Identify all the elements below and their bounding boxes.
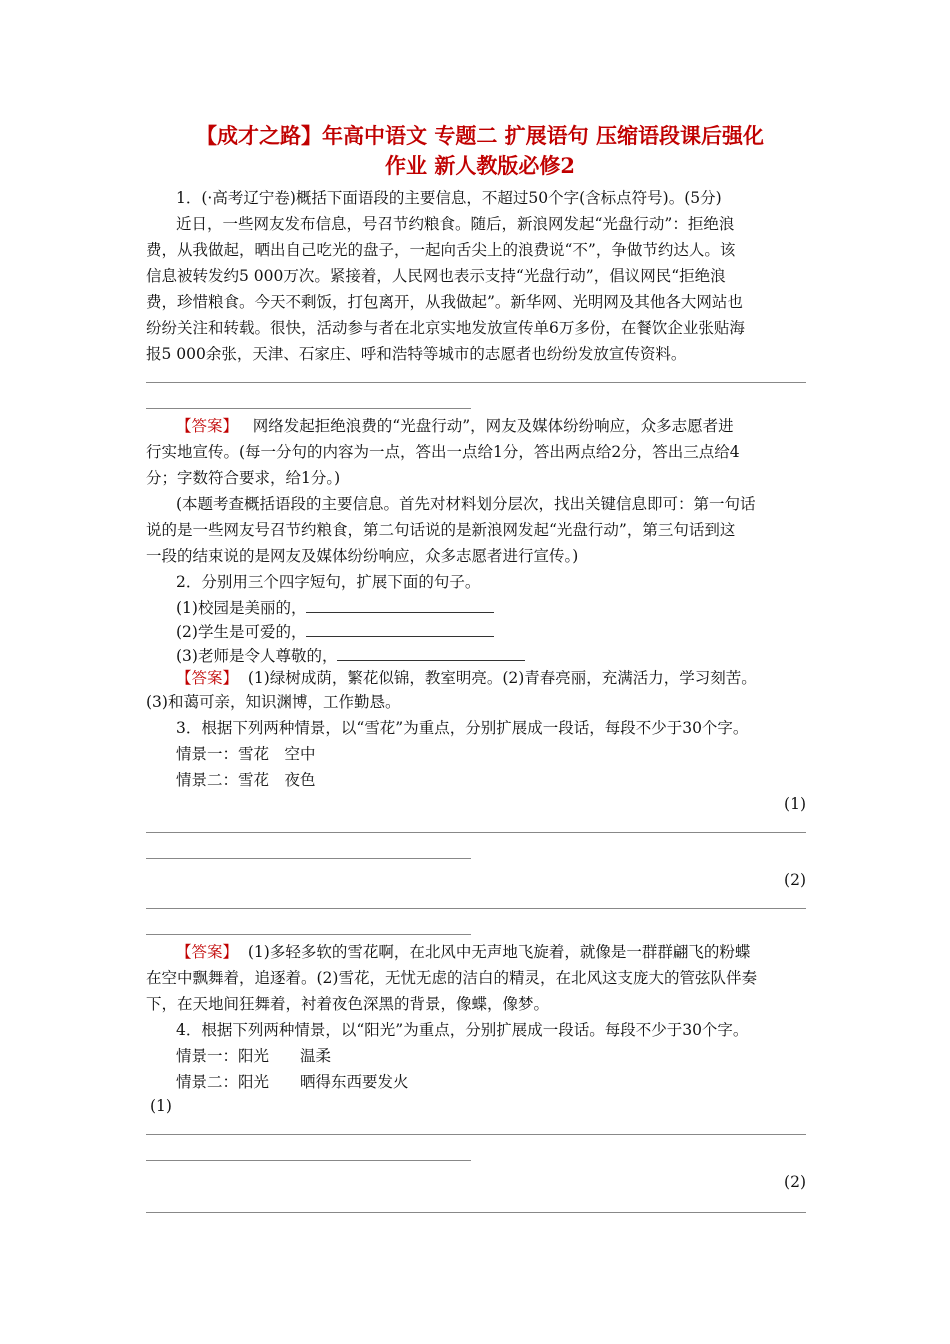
answer-rule bbox=[146, 1212, 806, 1213]
q1-explanation-line: (本题考查概括语段的主要信息。首先对材料划分层次，找出关键信息即可：第一句话 bbox=[176, 495, 756, 513]
q3-answer-line bbox=[176, 940, 806, 964]
q3-answer-line: 在空中飘舞着，追逐着。(2)雪花，无忧无虑的洁白的精灵，在北风这支庞大的管弦队伴奏 bbox=[146, 969, 757, 987]
answer-rule bbox=[146, 934, 471, 935]
q1-passage-line: 近日，一些网友发布信息，号召节约粮食。随后，新浪网发起“光盘行动”：拒绝浪 bbox=[176, 215, 735, 233]
q2-item bbox=[176, 596, 806, 620]
q1-answer-line: 行实地宣传。(每一分句的内容为一点，答出一点给1分，答出两点给2分，答出三点给4 bbox=[146, 443, 740, 461]
q1-passage-line: 纷纷关注和转载。很快，活动参与者在北京实地发放宣传单6万多份，在餐饮企业张贴海 bbox=[146, 319, 745, 337]
q2-item-text: (1)校园是美丽的， bbox=[176, 599, 307, 617]
q3-mark-1: (1) bbox=[784, 795, 806, 813]
q2-prompt: 2．分别用三个四字短句，扩展下面的句子。 bbox=[176, 573, 481, 591]
q4-scene-2: 情景二：阳光 晒得东西要发火 bbox=[176, 1073, 409, 1091]
q1-passage-line: 费，从我做起，晒出自己吃光的盘子，一起向舌尖上的浪费说“不”，争做节约达人。该 bbox=[146, 241, 736, 259]
answer-tag: 【答案】 bbox=[176, 669, 239, 687]
q1-prompt: 1．(·高考辽宁卷)概括下面语段的主要信息，不超过50个字(含标点符号)。(5分) bbox=[176, 189, 722, 207]
q3-scene-2: 情景二：雪花 夜色 bbox=[176, 771, 316, 789]
q2-item-text: (3)老师是令人尊敬的， bbox=[176, 647, 338, 665]
answer-rule bbox=[146, 1160, 471, 1161]
q3-scene-1: 情景一：雪花 空中 bbox=[176, 745, 316, 763]
q1-explanation-line: 一段的结束说的是网友及媒体纷纷响应，众多志愿者进行宣传。) bbox=[146, 547, 579, 565]
answer-rule bbox=[146, 408, 471, 409]
q4-mark-2: (2) bbox=[784, 1173, 806, 1191]
answer-rule bbox=[146, 1134, 806, 1135]
fill-blank bbox=[306, 622, 494, 637]
q1-answer-line: 分；字数符合要求，给1分。) bbox=[146, 469, 341, 487]
answer-tag: 【答案】 bbox=[176, 943, 239, 961]
q2-answer-line bbox=[176, 666, 806, 690]
answer-rule bbox=[146, 858, 471, 859]
q2-item bbox=[176, 644, 806, 668]
q1-explanation-line: 说的是一些网友号召节约粮食，第二句话说的是新浪网发起“光盘行动”，第三句话到这 bbox=[146, 521, 736, 539]
q4-mark-1: (1) bbox=[150, 1097, 172, 1115]
q1-answer-text: 网络发起拒绝浪费的“光盘行动”，网友及媒体纷纷响应，众多志愿者进 bbox=[252, 417, 734, 435]
q2-item bbox=[176, 620, 806, 644]
answer-tag: 【答案】 bbox=[176, 417, 239, 435]
q2-answer-text: (1)绿树成荫，繁花似锦，教室明亮。(2)青春亮丽，充满活力，学习刻苦。 bbox=[247, 669, 757, 687]
answer-rule bbox=[146, 832, 806, 833]
fill-blank bbox=[337, 646, 525, 661]
q1-answer-line bbox=[176, 414, 806, 438]
document-title-line-1: 【成才之路】年高中语文 专题二 扩展语句 压缩语段课后强化 bbox=[196, 123, 764, 148]
q3-answer-line: 下，在天地间狂舞着，衬着夜色深黑的背景，像蝶，像梦。 bbox=[146, 995, 550, 1013]
answer-rule bbox=[146, 382, 806, 383]
q1-passage-line: 报5 000余张，天津、石家庄、呼和浩特等城市的志愿者也纷纷发放宣传资料。 bbox=[146, 345, 687, 363]
q1-passage-line: 费，珍惜粮食。今天不剩饭，打包离开，从我做起”。新华网、光明网及其他各大网站也 bbox=[146, 293, 743, 311]
q4-prompt: 4．根据下列两种情景，以“阳光”为重点，分别扩展成一段话。每段不少于30个字。 bbox=[176, 1021, 749, 1039]
q2-answer-line: (3)和蔼可亲，知识渊博，工作勤恳。 bbox=[146, 693, 401, 711]
q3-prompt: 3．根据下列两种情景，以“雪花”为重点，分别扩展成一段话，每段不少于30个字。 bbox=[176, 719, 749, 737]
q3-answer-text: (1)多轻多软的雪花啊，在北风中无声地飞旋着，就像是一群群翩飞的粉蝶 bbox=[247, 943, 751, 961]
q2-item-text: (2)学生是可爱的， bbox=[176, 623, 307, 641]
q3-mark-2: (2) bbox=[784, 871, 806, 889]
answer-rule bbox=[146, 908, 806, 909]
fill-blank bbox=[306, 598, 494, 613]
document-title-line-2: 作业 新人教版必修2 bbox=[385, 153, 575, 178]
q1-passage-line: 信息被转发约5 000万次。紧接着，人民网也表示支持“光盘行动”，倡议网民“拒绝浪 bbox=[146, 267, 726, 285]
q4-scene-1: 情景一：阳光 温柔 bbox=[176, 1047, 332, 1065]
